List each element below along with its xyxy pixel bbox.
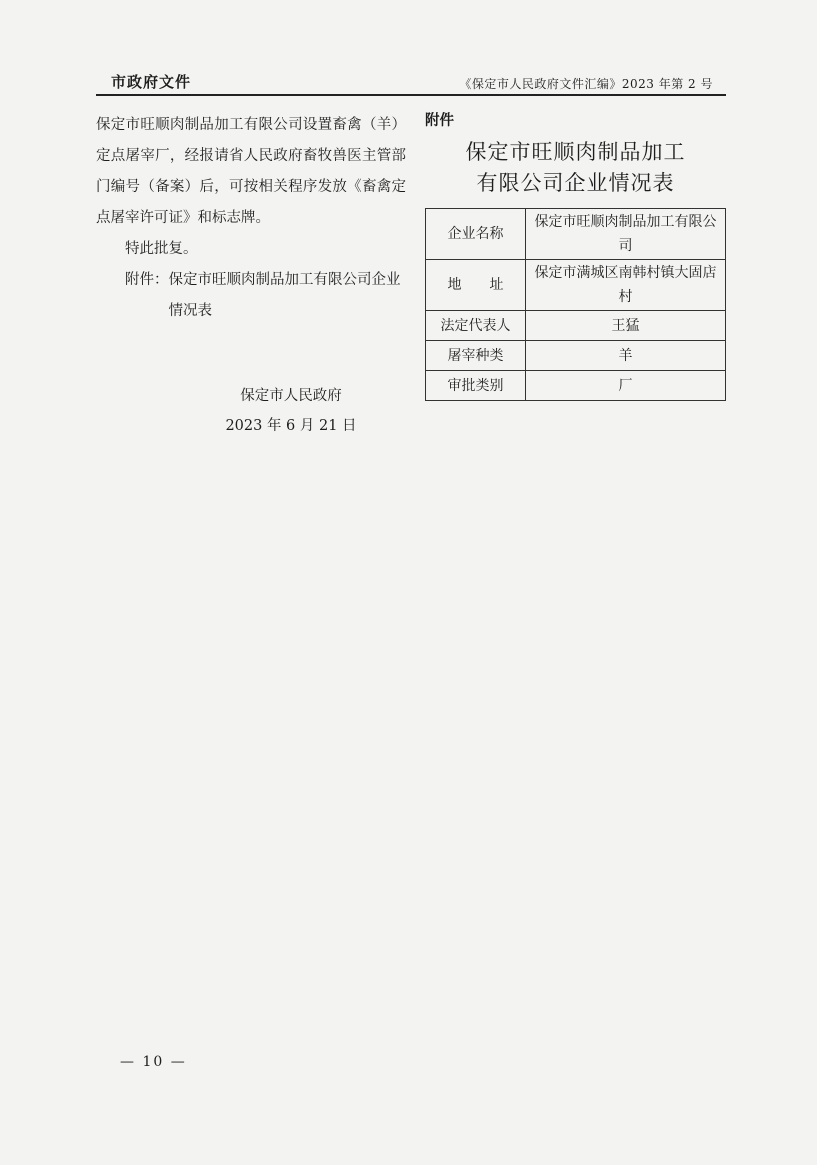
reply-body (96, 110, 406, 327)
row-value: 羊 (526, 341, 726, 371)
row-value: 王猛 (526, 311, 726, 341)
body-paragraph: 保定市旺顺肉制品加工有限公司设置畜禽（羊）定点屠宰厂，经报请省人民政府畜牧兽医主管部门编号（备案）后，可按相关程序发放《畜禽定点屠宰许可证》和标志牌。 (96, 117, 406, 226)
appendix-title-line2: 有限公司企业情况表 (476, 171, 675, 195)
appendix-section (425, 110, 726, 199)
row-value: 厂 (526, 371, 726, 401)
appendix-title-line1: 保定市旺顺肉制品加工 (465, 140, 686, 164)
signature-date: 2023 年 6 月 21 日 (225, 418, 357, 434)
closing-line: 特此批复。 (125, 241, 198, 257)
row-value: 保定市满城区南韩村镇大固店村 (526, 260, 726, 311)
page-number: — 10 — (120, 1054, 187, 1070)
appendix-title (425, 137, 726, 199)
row-key: 法定代表人 (426, 311, 526, 341)
table-row (426, 341, 726, 371)
row-value: 保定市旺顺肉制品加工有限公司 (526, 209, 726, 260)
header-publication-title: 《保定市人民政府文件汇编》2023 年第 2 号 (459, 77, 713, 91)
header-section-title: 市政府文件 (111, 73, 192, 91)
signature-org: 保定市人民政府 (240, 388, 342, 404)
row-key: 屠宰种类 (426, 341, 526, 371)
table-row (426, 371, 726, 401)
row-key: 审批类别 (426, 371, 526, 401)
attachment-text: 保定市旺顺肉制品加工有限公司企业情况表 (168, 272, 401, 319)
attachment-line (96, 265, 406, 327)
table-row (426, 260, 726, 311)
table-row (426, 209, 726, 260)
row-key: 地 址 (426, 260, 526, 311)
table-row (426, 311, 726, 341)
row-key: 企业名称 (426, 209, 526, 260)
enterprise-info-table (425, 208, 726, 401)
header-rule (96, 94, 726, 96)
attachment-label: 附件： (125, 272, 169, 288)
appendix-label: 附件 (425, 113, 454, 129)
